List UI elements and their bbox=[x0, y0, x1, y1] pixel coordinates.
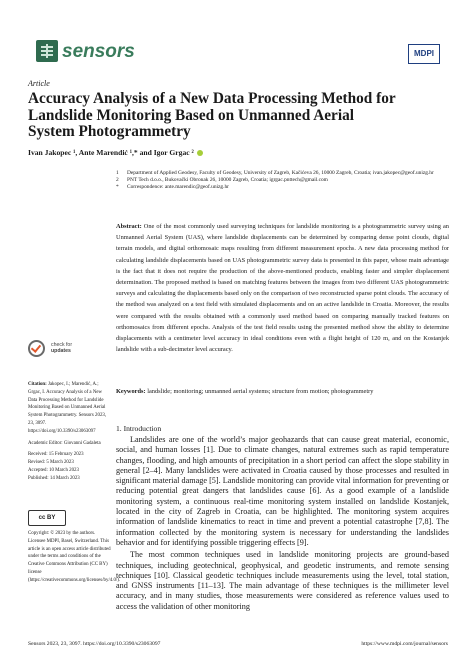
affiliation-number: * bbox=[116, 184, 119, 191]
revised-date: Revised: 5 March 2023 bbox=[28, 460, 74, 466]
keywords-text: landslide; monitoring; unmanned aerial systems; structure from motion; photogrammetry bbox=[147, 388, 374, 395]
academic-editor: Academic Editor: Giovanni Gadaleta bbox=[28, 440, 101, 446]
check-updates-line: updates bbox=[51, 348, 71, 355]
citation-text: Jakopec, I.; Marendić, A.; Grgac, I. Accuracy Analysis of a New Data Processing Method for Landslide Monitoring Based on Unmanned Aerial System Photogrammetry. Sensors 2023, 23, 3097. https://doi.org/10.3390/s23063097 bbox=[28, 382, 107, 434]
affiliation-number: 1 bbox=[116, 170, 119, 176]
paragraph: Landslides are one of the world’s major geohazards that can cause great material, economic, social, and human losses [1]. Due to climate changes, natural extremes such as rapid temperature changes, flooding, and high amounts of precipitation in a short period can affect the slope stability in general [2–4]. Many landslides were activated in Croatia caused by those processes and resulted in significant material damage [5]. Landslide monitoring can provide vital information for preventing or reducing potential great dangers that landslides cause [6]. As a good example of a landslide monitoring system, a continuous real-time monitoring system installed on landslide Kostanjek, located in the city of Zagreb in Croatia, can be highlighted. The monitoring system acquires information of landslide kinematics to react in time and prevent a potential catastrophe [7,8]. The information collected by the monitoring system is necessary for understanding the landslides behavior and for identifying possible triggering effects [9]. bbox=[116, 435, 449, 547]
affiliation-text: Correspondence: ante.marendic@geof.unizg.hr bbox=[127, 184, 229, 191]
article-type: Article bbox=[28, 79, 50, 88]
footer-citation[interactable]: Sensors 2023, 23, 3097. https://doi.org/10.3390/s23063097 bbox=[28, 641, 161, 647]
citation-label: Citation: bbox=[28, 382, 47, 387]
title-line: Accuracy Analysis of a New Data Processing Method for bbox=[28, 90, 396, 107]
cc-license-badge[interactable]: cc BY bbox=[28, 510, 66, 526]
journal-logo-icon bbox=[36, 40, 58, 62]
footer-journal-url[interactable]: https://www.mdpi.com/journal/sensors bbox=[361, 641, 448, 647]
title-line: System Photogrammetry bbox=[28, 123, 191, 141]
section-heading: 1. Introduction bbox=[116, 424, 162, 433]
copyright-notice: Copyright: © 2023 by the authors. Licensee MDPI, Basel, Switzerland. This article is an open access article distributed under the terms and conditions of the Creative Commons Attribution (CC BY) license (https://creativecommons.org/licenses/by/4.0/). bbox=[28, 531, 121, 583]
article-sidebar bbox=[28, 381, 108, 487]
mdpi-logo[interactable]: MDPI bbox=[408, 44, 440, 64]
abstract bbox=[116, 221, 449, 355]
affiliation-text: PNT Tech d.o.o., Bukovački Obronak 26, 10000 Zagreb, Croatia; igrgac.pnttech@gmail.com bbox=[127, 177, 328, 184]
affiliation-number: 2 bbox=[116, 177, 119, 184]
page-footer bbox=[28, 641, 448, 647]
check-updates-icon bbox=[28, 340, 45, 357]
keywords-label: Keywords: bbox=[116, 388, 146, 395]
orcid-icon[interactable] bbox=[197, 150, 203, 156]
introduction-text bbox=[116, 435, 449, 614]
check-updates-line: check for bbox=[51, 342, 73, 349]
affiliation-text: Department of Applied Geodesy, Faculty of Geodesy, University of Zagreb, Kačićeva 26, 10000 Zagreb, Croatia; ivan.jakopec@geof.unizg.hr bbox=[127, 170, 434, 176]
author-list bbox=[28, 148, 203, 157]
received-date: Received: 15 February 2023 bbox=[28, 452, 84, 458]
check-for-updates-button[interactable] bbox=[28, 339, 88, 357]
abstract-text: One of the most commonly used surveying techniques for landslide monitoring is a photogrammetric survey using an Unmanned Aerial System (UAS), where landslide displacements can be determined by comparing dense point clouds, digital terrain models, and digital orthomosaic maps resulting from different measurement epochs. A new data processing method for calculating landslide displacements based on UAS photogrammetric survey data is presented in this paper, whose main advantage is the fact that it does not require the production of the above-mentioned products, enabling faster and simpler displacement determination. The proposed method is based on matching features between the images from two different UAS photogrammetric surveys and calculating the displacements based only on the comparison of two reconstructed sparse point clouds. The accuracy of the method was analyzed on a test field with simulated displacements and on an active landslide in Croatia. Moreover, the results were compared with the results obtained with a commonly used method based on comparing manually tracked features on orthomosaics from different epochs. Analysis of the test field results using the presented method show the ability to determine displacements with a centimeter level accuracy in ideal conditions even with a flight height of 120 m, and on the Kostanjek landslide with a sub-decimeter level accuracy. bbox=[116, 223, 449, 354]
published-date: Published: 14 March 2023 bbox=[28, 475, 80, 481]
accepted-date: Accepted: 10 March 2023 bbox=[28, 467, 79, 473]
keywords bbox=[116, 387, 449, 396]
paper-title bbox=[28, 91, 448, 141]
paragraph: The most common techniques used in landslide monitoring projects are ground-based techniques, including geotechnical, geophysical, and geodetic instruments, and remote sensing techniques [10]. Classical geodetic techniques include measurements using the level, total station, and GNSS instruments [11–13]. The main advantage of these techniques is the millimeter level accuracy, and in many studies, those measurements were considered as reference values used to access the validation of other monitoring bbox=[116, 550, 449, 611]
affiliations bbox=[116, 170, 446, 192]
title-line: Landslide Monitoring Based on Unmanned Aerial bbox=[28, 106, 354, 124]
journal-name: sensors bbox=[62, 41, 135, 62]
abstract-label: Abstract: bbox=[116, 223, 142, 230]
authors-text: Ivan Jakopec ¹, Ante Marendić ¹,* and Igor Grgac ² bbox=[28, 148, 194, 157]
check-updates-label bbox=[51, 342, 72, 354]
